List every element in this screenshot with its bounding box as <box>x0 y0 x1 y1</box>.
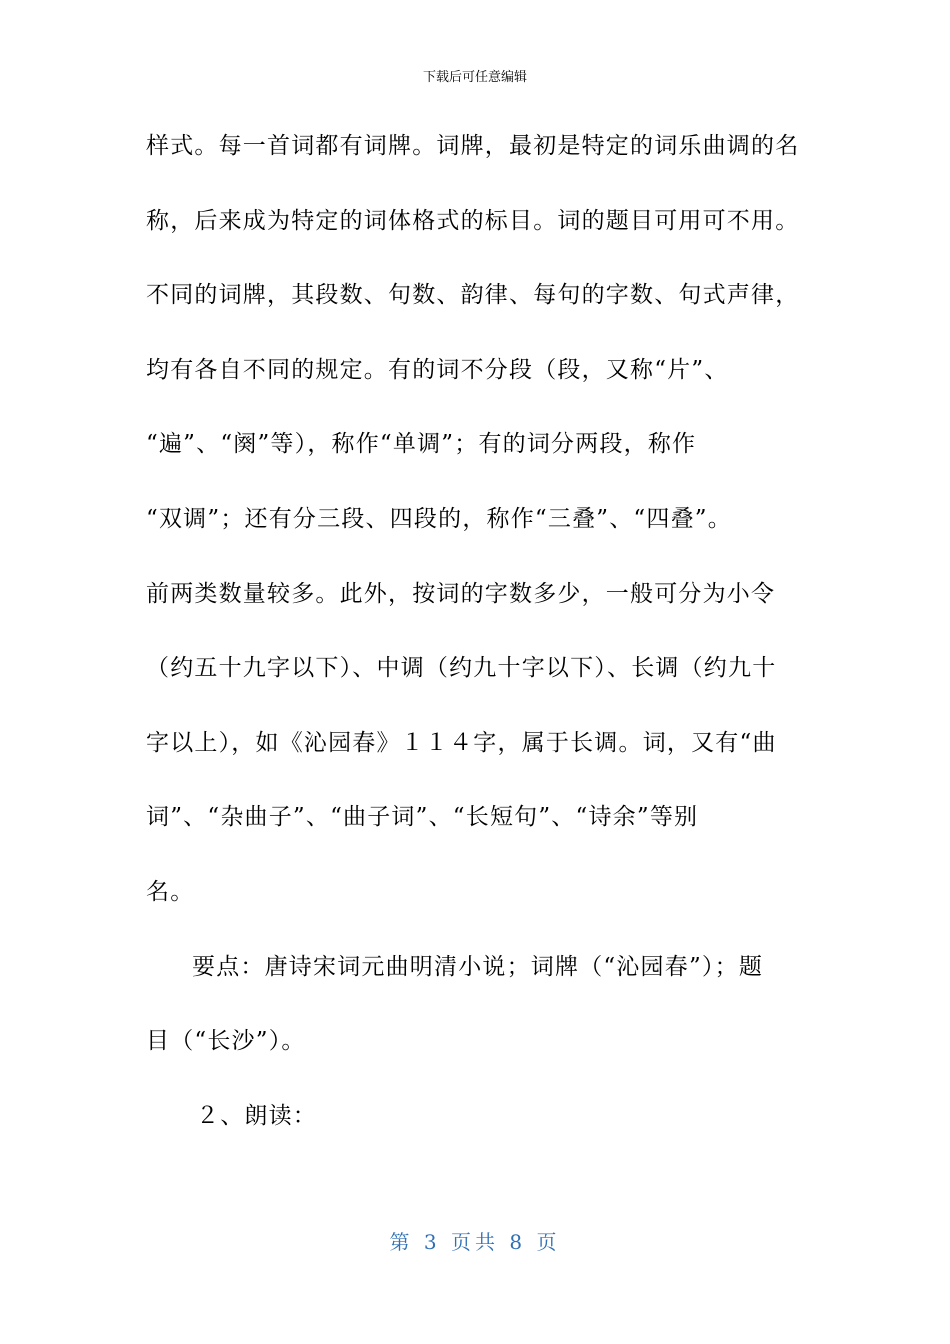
paragraph-line: 样式。每一首词都有词牌。词牌，最初是特定的词乐曲调的名 <box>146 133 800 159</box>
paragraph-line: 均有各自不同的规定。有的词不分段（段，又称“片”、 <box>146 356 729 383</box>
keypoints-line: 要点：唐诗宋词元曲明清小说；词牌（“沁园春”）；题 <box>192 953 764 980</box>
page-number-footer <box>0 1226 950 1255</box>
footer-current-page: 3 <box>423 1230 441 1254</box>
paragraph-line: 前两类数量较多。此外，按词的字数多少，一般可分为小令 <box>146 580 776 607</box>
footer-total-pages: 8 <box>509 1230 527 1254</box>
paragraph-line: （约五十九字以下）、中调（约九十字以下）、长调（约九十 <box>146 655 777 682</box>
paragraph-line: “双调”；还有分三段、四段的，称作“三叠”、“四叠”。 <box>146 505 732 532</box>
footer-prefix: 第 <box>389 1230 414 1254</box>
section-heading: ２、朗读： <box>196 1102 317 1129</box>
page-header-note: 下载后可任意编辑 <box>422 70 527 85</box>
footer-middle: 页共 <box>451 1230 499 1254</box>
paragraph-line: 词”、“杂曲子”、“曲子词”、“长短句”、“诗余”等别 <box>146 804 699 831</box>
document-body <box>146 120 800 1164</box>
footer-suffix: 页 <box>536 1230 561 1254</box>
paragraph-line: 不同的词牌，其段数、句数、韵律、每句的字数、句式声律， <box>146 282 800 309</box>
paragraph-line: “遍”、“阕”等），称作“单调”；有的词分两段，称作 <box>146 431 697 458</box>
paragraph-line: 名。 <box>146 878 195 905</box>
paragraph-line: 称，后来成为特定的词体格式的标目。词的题目可用可不用。 <box>146 207 800 234</box>
keypoints-line: 目（“长沙”）。 <box>146 1028 306 1055</box>
paragraph-line: 字以上），如《沁园春》１１４字，属于长调。词，又有“曲 <box>146 729 777 756</box>
